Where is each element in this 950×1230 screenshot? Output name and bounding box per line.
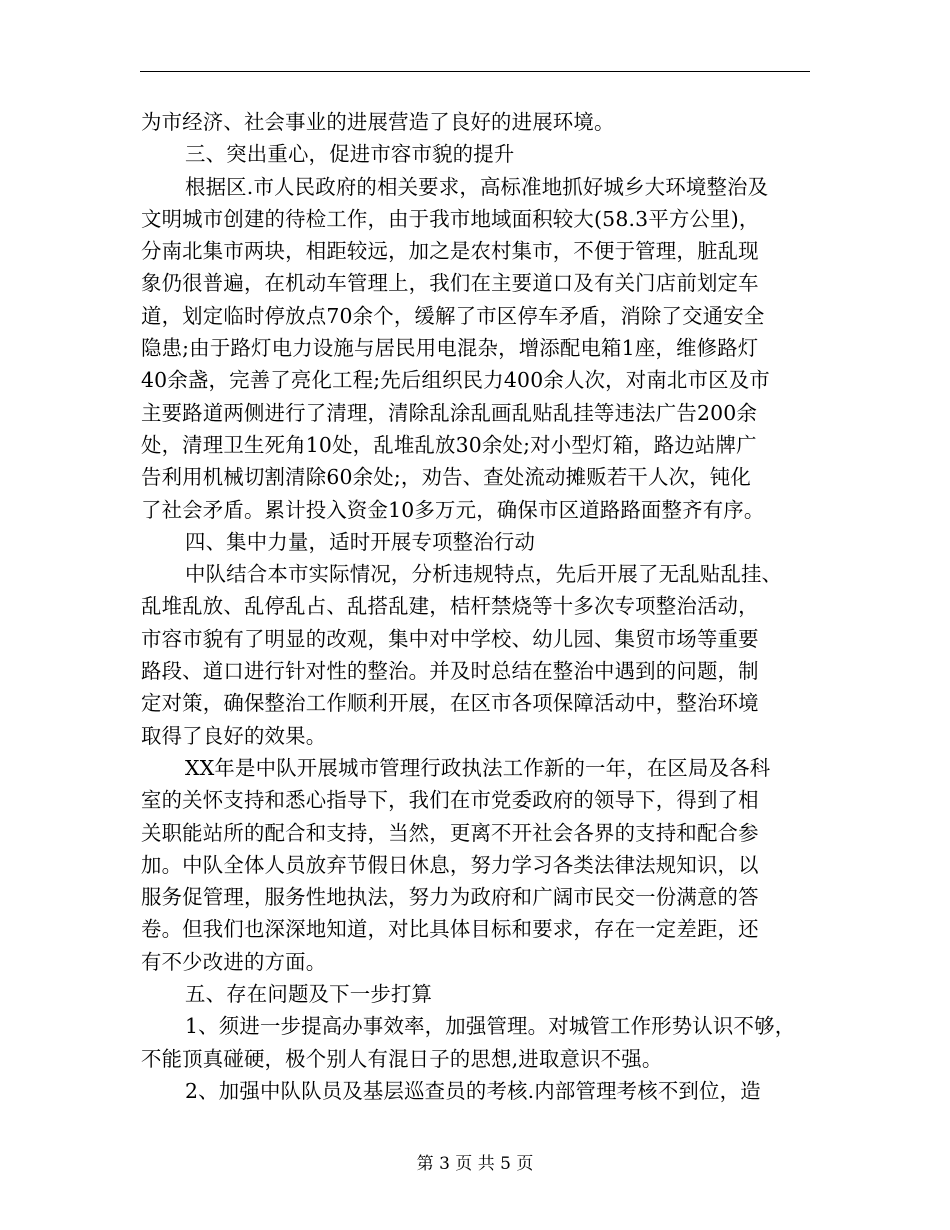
text-line: 五、存在问题及下一步打算 [185, 982, 433, 1007]
text-line: 路段、道口进行针对性的整治。并及时总结在整治中遇到的问题，制 [141, 659, 759, 684]
text-line: 1、须进一步提高办事效率，加强管理。对城管工作形势认识不够， [185, 1014, 796, 1039]
text-line: 三、突出重心，促进市容市貌的提升 [185, 142, 515, 167]
text-line: 市容市貌有了明显的改观，集中对中学校、幼儿园、集贸市场等重要 [141, 626, 759, 651]
text-line: 主要路道两侧进行了清理，清除乱涂乱画乱贴乱挂等违法广告200余 [141, 400, 758, 425]
text-line: 隐患;由于路灯电力设施与居民用电混杂，增添配电箱1座，维修路灯 [141, 336, 759, 361]
text-line: 室的关怀支持和悉心指导下，我们在市党委政府的领导下，得到了相 [141, 788, 759, 813]
text-line: 为市经济、社会事业的进展营造了良好的进展环境。 [141, 110, 615, 134]
text-line: 卷。但我们也深深地知道，对比具体目标和要求，存在一定差距，还 [141, 917, 759, 942]
text-line: 取得了良好的效果。 [141, 723, 327, 748]
text-line: 根据区.市人民政府的相关要求，高标准地抓好城乡大环境整治及 [185, 174, 769, 199]
text-line: 不能顶真碰硬，极个别人有混日子的思想,进取意识不强。 [141, 1046, 663, 1071]
text-line: 服务促管理，服务性地执法，努力为政府和广阔市民交一份满意的答 [141, 885, 759, 910]
text-line: 象仍很普遍，在机动车管理上，我们在主要道口及有关门店前划定车 [141, 271, 759, 296]
text-line: 处，清理卫生死角10处，乱堆乱放30余处;对小型灯箱，路边站牌广 [141, 432, 757, 457]
page-number: 第 3 页 共 5 页 [416, 1154, 534, 1174]
header-rule [140, 71, 810, 72]
text-line: 定对策，确保整治工作顺利开展，在区市各项保障活动中，整治环境 [141, 691, 759, 716]
text-line: 乱堆乱放、乱停乱占、乱搭乱建，桔杆禁烧等十多次专项整治活动， [141, 594, 759, 619]
text-line: 文明城市创建的待检工作，由于我市地域面积较大(58.3平方公里)， [141, 206, 760, 231]
text-line: 关职能站所的配合和支持，当然，更离不开社会各界的支持和配合参 [141, 820, 759, 845]
text-line: 有不少改进的方面。 [141, 949, 327, 974]
text-line: 四、集中力量，适时开展专项整治行动 [185, 529, 536, 554]
text-line: 道，划定临时停放点70余个，缓解了市区停车矛盾，消除了交通安全 [141, 303, 765, 328]
document-body [141, 106, 816, 1107]
text-line: 加。中队全体人员放弃节假日休息，努力学习各类法律法规知识，以 [141, 852, 759, 877]
text-line: XX年是中队开展城市管理行政执法工作新的一年，在区局及各科 [185, 755, 771, 780]
text-line: 中队结合本市实际情况，分析违规特点，先后开展了无乱贴乱挂、 [185, 562, 783, 587]
text-line: 40余盏，完善了亮化工程;先后组织民力400余人次，对南北市区及市 [141, 368, 770, 393]
text-line: 分南北集市两块，相距较远，加之是农村集市，不便于管理，脏乱现 [141, 239, 759, 264]
text-line: 告利用机械切割清除60余处;，劝告、查处流动摊贩若干人次，钝化 [141, 465, 751, 490]
text-line: 2、加强中队队员及基层巡查员的考核.内部管理考核不到位，造 [185, 1078, 761, 1103]
text-line: 了社会矛盾。累计投入资金10多万元，确保市区道路路面整齐有序。 [141, 497, 765, 522]
